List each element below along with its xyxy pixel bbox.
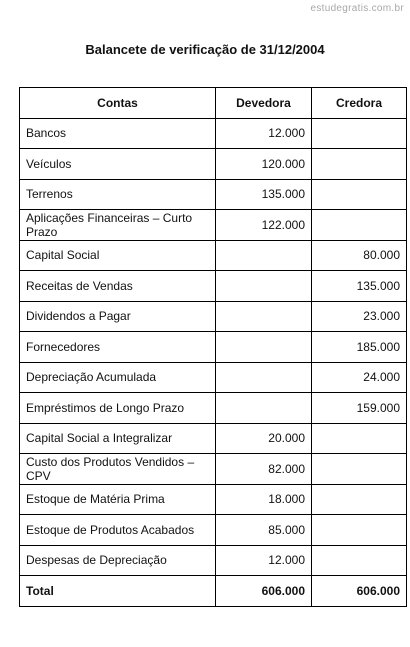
- total-label: Total: [20, 576, 216, 607]
- credit-cell: [312, 179, 407, 210]
- debit-cell: [216, 362, 312, 393]
- debit-cell: 122.000: [216, 210, 312, 241]
- account-cell: Veículos: [20, 149, 216, 180]
- debit-cell: [216, 271, 312, 302]
- table-row: [20, 484, 407, 515]
- account-cell: Custo dos Produtos Vendidos – CPV: [20, 454, 216, 485]
- table-row: [20, 240, 407, 271]
- table-row: [20, 515, 407, 546]
- debit-cell: 85.000: [216, 515, 312, 546]
- table-row: [20, 393, 407, 424]
- trial-balance-table: [19, 87, 407, 607]
- account-cell: Empréstimos de Longo Prazo: [20, 393, 216, 424]
- debit-cell: 120.000: [216, 149, 312, 180]
- account-cell: Aplicações Financeiras – Curto Prazo: [20, 210, 216, 241]
- credit-cell: [312, 515, 407, 546]
- account-cell: Estoque de Produtos Acabados: [20, 515, 216, 546]
- credit-cell: 135.000: [312, 271, 407, 302]
- debit-cell: 18.000: [216, 484, 312, 515]
- table-row: [20, 545, 407, 576]
- debit-cell: [216, 332, 312, 363]
- table-row: [20, 179, 407, 210]
- table-row: [20, 301, 407, 332]
- credit-cell: [312, 454, 407, 485]
- debit-cell: [216, 240, 312, 271]
- debit-cell: [216, 301, 312, 332]
- table-row: [20, 454, 407, 485]
- account-cell: Estoque de Matéria Prima: [20, 484, 216, 515]
- watermark: estudegratis.com.br: [310, 3, 404, 14]
- total-row: [20, 576, 407, 607]
- header-account: Contas: [20, 88, 216, 119]
- account-cell: Bancos: [20, 118, 216, 149]
- table-row: [20, 271, 407, 302]
- table-row: [20, 423, 407, 454]
- table-header-row: [20, 88, 407, 119]
- credit-cell: [312, 484, 407, 515]
- credit-cell: [312, 545, 407, 576]
- table-row: [20, 118, 407, 149]
- account-cell: Capital Social a Integralizar: [20, 423, 216, 454]
- table-row: [20, 332, 407, 363]
- debit-cell: 12.000: [216, 545, 312, 576]
- account-cell: Depreciação Acumulada: [20, 362, 216, 393]
- account-cell: Capital Social: [20, 240, 216, 271]
- header-debit: Devedora: [216, 88, 312, 119]
- account-cell: Fornecedores: [20, 332, 216, 363]
- total-credit: 606.000: [312, 576, 407, 607]
- account-cell: Dividendos a Pagar: [20, 301, 216, 332]
- debit-cell: [216, 393, 312, 424]
- credit-cell: 24.000: [312, 362, 407, 393]
- credit-cell: 185.000: [312, 332, 407, 363]
- credit-cell: [312, 423, 407, 454]
- credit-cell: [312, 210, 407, 241]
- account-cell: Terrenos: [20, 179, 216, 210]
- credit-cell: 159.000: [312, 393, 407, 424]
- debit-cell: 82.000: [216, 454, 312, 485]
- debit-cell: 12.000: [216, 118, 312, 149]
- credit-cell: 80.000: [312, 240, 407, 271]
- credit-cell: [312, 118, 407, 149]
- total-debit: 606.000: [216, 576, 312, 607]
- debit-cell: 135.000: [216, 179, 312, 210]
- account-cell: Receitas de Vendas: [20, 271, 216, 302]
- credit-cell: 23.000: [312, 301, 407, 332]
- table-row: [20, 362, 407, 393]
- account-cell: Despesas de Depreciação: [20, 545, 216, 576]
- table-row: [20, 149, 407, 180]
- header-credit: Credora: [312, 88, 407, 119]
- debit-cell: 20.000: [216, 423, 312, 454]
- credit-cell: [312, 149, 407, 180]
- table-body: [20, 118, 407, 576]
- table-row: [20, 210, 407, 241]
- page-title: Balancete de verificação de 31/12/2004: [85, 42, 325, 57]
